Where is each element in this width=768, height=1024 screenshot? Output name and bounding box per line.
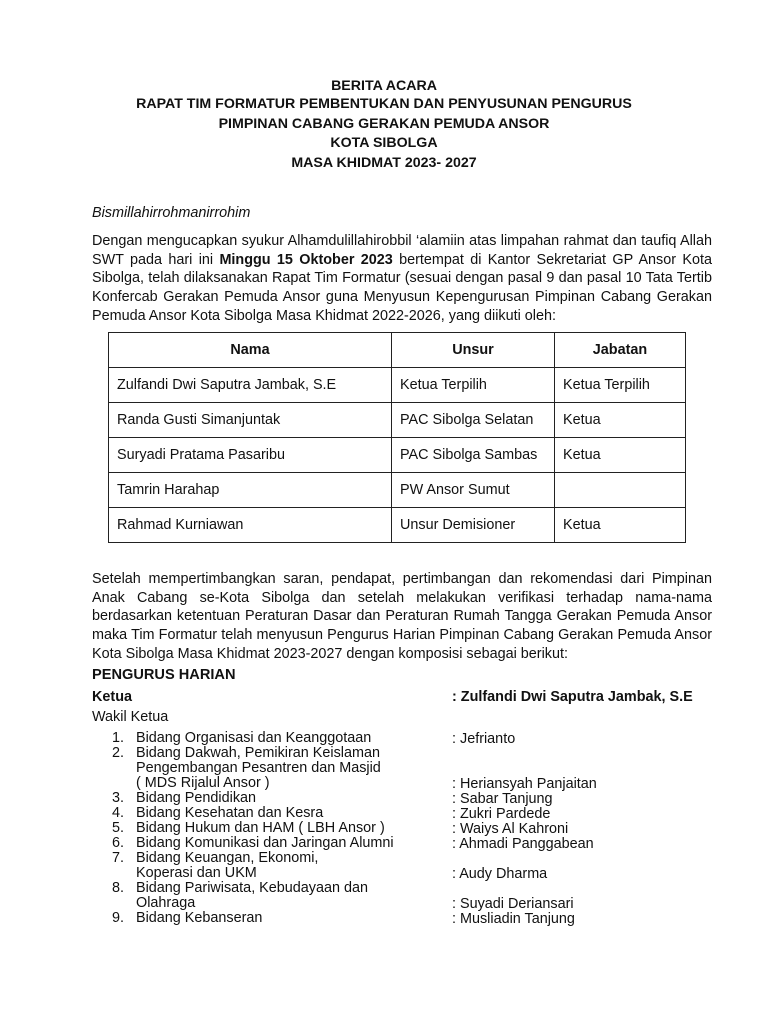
table-row (109, 368, 686, 403)
cell-jabatan (555, 473, 686, 508)
list-item (110, 821, 440, 836)
bidang-line: Bidang Dakwah, Pemikiran Keislaman (136, 745, 380, 761)
bidang-line: Bidang Kebanseran (136, 910, 263, 926)
doc-title: BERITA ACARA (331, 78, 437, 94)
bidang-line: Bidang Komunikasi dan Jaringan Alumni (136, 835, 394, 851)
list-item (110, 806, 440, 821)
table-row (109, 473, 686, 508)
header-nama: Nama (109, 333, 392, 368)
list-number: 7. (111, 850, 124, 866)
list-number: 4. (111, 805, 124, 821)
header-jabatan: Jabatan (555, 333, 686, 368)
cell-unsur: Ketua Terpilih (392, 368, 555, 403)
cell-nama: Suryadi Pratama Pasaribu (109, 438, 392, 473)
composition-paragraph: Setelah mempertimbangkan saran, pendapat, pertimbangan dan rekomendasi dari Pimpinan Anak Cabang se-Kota Sibolga dan setelah melakukan verifikasi terhadap nama-nama berdasarkan ketentuan Peraturan Dasar dan Peraturan Rumah Tangga Gerakan Pemuda Ansor maka Tim Formatur telah menyusun Pengurus Harian Pimpinan Cabang Gerakan Pemuda Ansor Kota Sibolga Masa Khidmat 2023-2027 dengan komposisi sebagai berikut: (92, 571, 712, 662)
bidang-line: Bidang Kesehatan dan Kesra (136, 805, 324, 821)
bidang-line: Bidang Organisasi dan Keanggotaan (136, 730, 372, 746)
bidang-line: Bidang Hukum dan HAM ( LBH Ansor ) (136, 820, 385, 836)
cell-nama: Tamrin Harahap (109, 473, 392, 508)
wakil-ketua-label: Wakil Ketua (92, 709, 169, 725)
bidang-person: : Zukri Pardede (452, 806, 551, 822)
cell-nama: Randa Gusti Simanjuntak (109, 403, 392, 438)
table-row (109, 508, 686, 543)
intro-paragraph (92, 232, 712, 326)
list-item (110, 731, 440, 746)
bidang-line: Koperasi dan UKM (136, 865, 257, 882)
cell-unsur: PAC Sibolga Sambas (392, 438, 555, 473)
table-row (109, 403, 686, 438)
table-row (109, 438, 686, 473)
meeting-date: Minggu 15 Oktober 2023 (219, 251, 393, 268)
intro-text-after: bertempat di Kantor Sekretariat GP Ansor Kota Sibolga, telah dilaksanakan Rapat Tim Formatur (sesuai dengan pasal 9 dan pasal 10 Tata Tertib Konfercab Gerakan Pemuda Ansor guna Menyusun Kepengurusan Pimpinan Cabang Gerakan Pemuda Ansor Kota Sibolga Masa Khidmat 2022-2026, yang diikuti oleh: (92, 251, 712, 324)
cell-unsur: PW Ansor Sumut (392, 473, 555, 508)
bidang-line: Pengembangan Pesantren dan Masjid (136, 760, 381, 777)
doc-subtitle-period: MASA KHIDMAT 2023- 2027 (291, 155, 477, 171)
list-number: 9. (111, 910, 124, 926)
cell-jabatan: Ketua (555, 438, 686, 473)
bidang-person: : Waiys Al Kahroni (452, 821, 569, 837)
cell-jabatan: Ketua Terpilih (555, 368, 686, 403)
bidang-person: : Suyadi Deriansari (452, 896, 574, 912)
header-unsur: Unsur (392, 333, 555, 368)
table-header-row (109, 333, 686, 368)
bidang-line: Olahraga (136, 895, 196, 912)
list-number: 5. (111, 820, 124, 836)
ketua-label: Ketua (92, 689, 132, 705)
list-item (110, 881, 440, 911)
list-item (110, 791, 440, 806)
list-number: 1. (111, 730, 124, 746)
intro-text-before: Dengan mengucapkan syukur Alhamdulillahirobbil ‘alamiin atas limpahan rahmat dan taufiq Allah SWT pada hari ini (92, 233, 712, 268)
bidang-line: Bidang Pariwisata, Kebudayaan dan (136, 880, 369, 896)
bidang-line: Bidang Keuangan, Ekonomi, (136, 850, 319, 866)
bidang-person: : Musliadin Tanjung (452, 911, 575, 927)
cell-jabatan: Ketua (555, 403, 686, 438)
list-item (110, 851, 440, 881)
list-item (110, 911, 440, 926)
list-number: 8. (111, 880, 124, 896)
cell-jabatan: Ketua (555, 508, 686, 543)
list-number: 3. (111, 790, 124, 806)
bidang-person: : Ahmadi Panggabean (452, 836, 594, 852)
doc-subtitle-organization: PIMPINAN CABANG GERAKAN PEMUDA ANSOR (218, 116, 550, 132)
cell-unsur: PAC Sibolga Selatan (392, 403, 555, 438)
opening-greeting: Bismillahirrohmanirrohim (92, 205, 251, 221)
cell-nama: Zulfandi Dwi Saputra Jambak, S.E (109, 368, 392, 403)
doc-subtitle-meeting: RAPAT TIM FORMATUR PEMBENTUKAN DAN PENYUSUNAN PENGURUS (136, 96, 632, 112)
list-number: 2. (111, 745, 124, 761)
attendees-table (108, 332, 686, 543)
bidang-person: : Heriansyah Panjaitan (452, 776, 597, 792)
list-item (110, 836, 440, 851)
bidang-person: : Audy Dharma (452, 866, 548, 882)
ketua-name: : Zulfandi Dwi Saputra Jambak, S.E (452, 689, 693, 705)
bidang-person: : Sabar Tanjung (452, 791, 553, 807)
doc-subtitle-city: KOTA SIBOLGA (330, 135, 438, 151)
bidang-line: Bidang Pendidikan (136, 790, 257, 806)
list-item (110, 746, 440, 792)
list-number: 6. (111, 835, 124, 851)
cell-unsur: Unsur Demisioner (392, 508, 555, 543)
cell-nama: Rahmad Kurniawan (109, 508, 392, 543)
bidang-person: : Jefrianto (452, 731, 516, 747)
section-title: PENGURUS HARIAN (92, 667, 236, 683)
bidang-line: ( MDS Rijalul Ansor ) (136, 775, 270, 792)
